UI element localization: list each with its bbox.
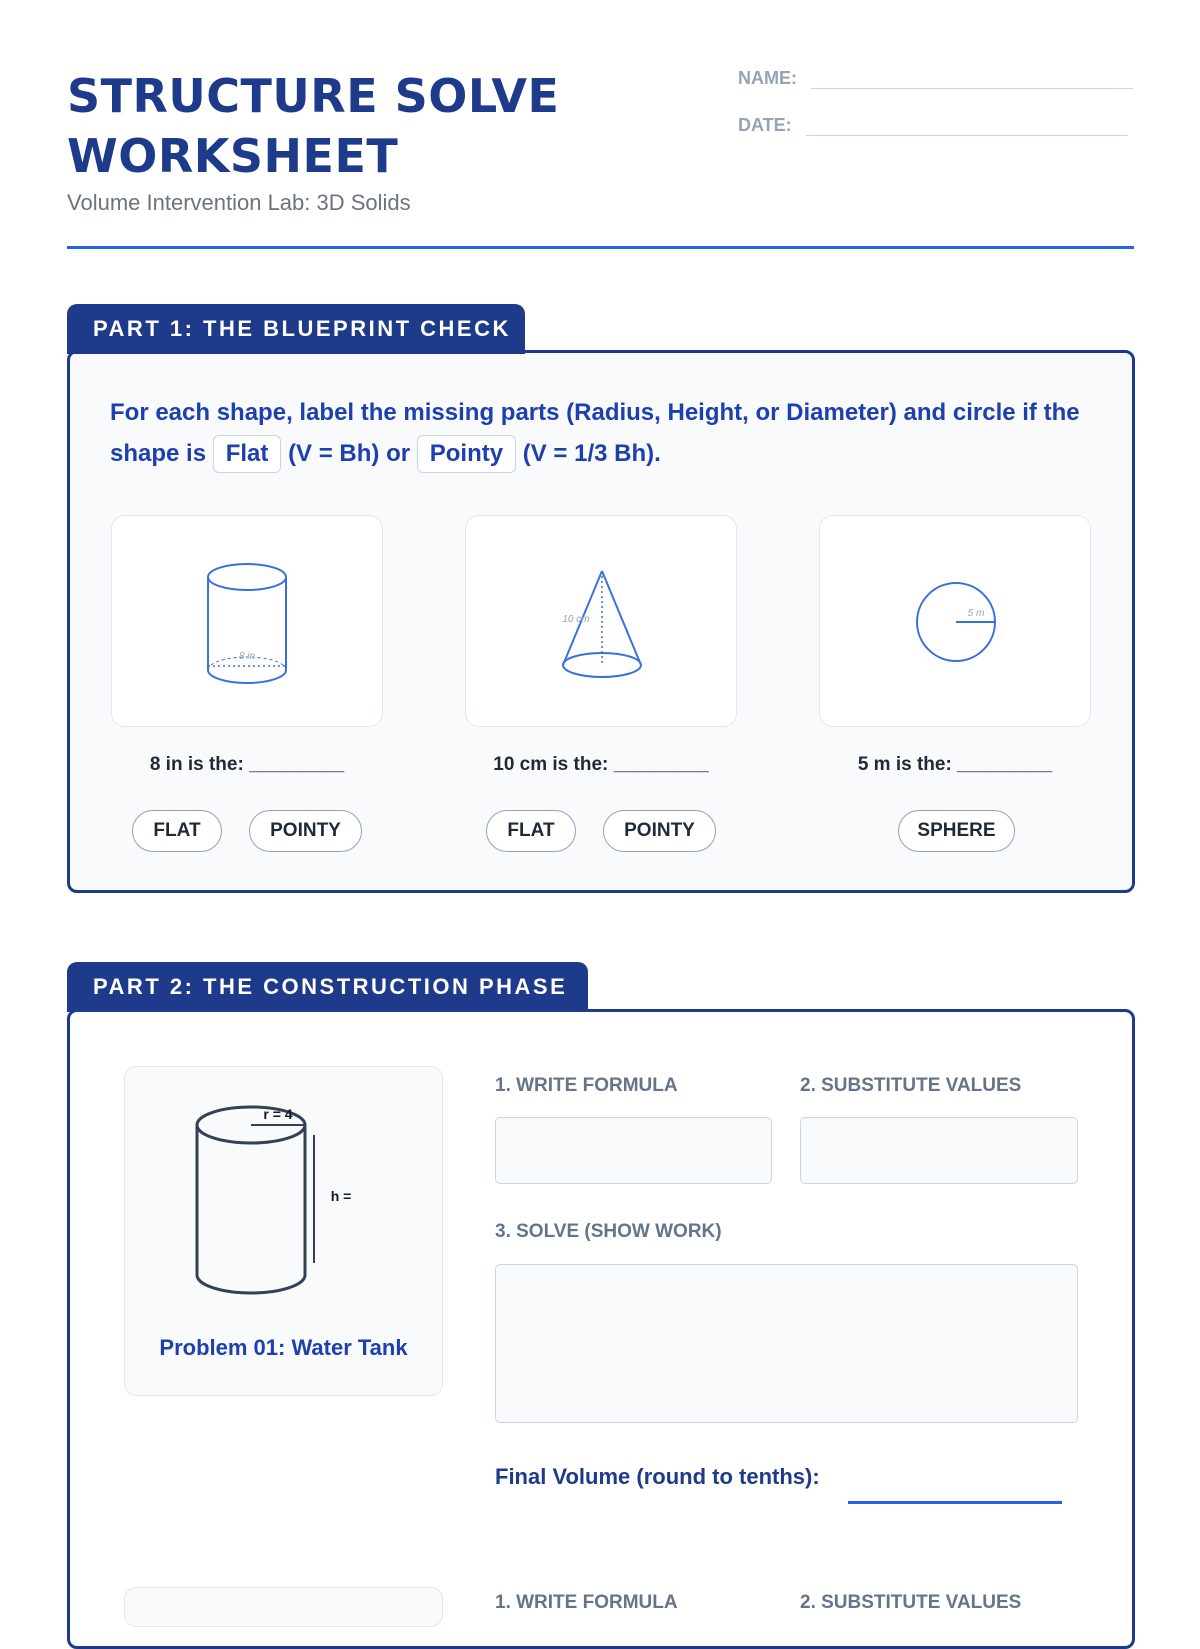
- date-field[interactable]: [806, 113, 1128, 136]
- cylinder-diagram: [112, 516, 384, 728]
- shape3-caption: 5 m is the: _________: [857, 754, 1053, 775]
- header-divider: [67, 246, 1134, 249]
- problem1-card: [124, 1066, 443, 1396]
- shape3-sphere-option[interactable]: SPHERE: [898, 810, 1015, 852]
- worksheet-subtitle: Volume Intervention Lab: 3D Solids: [67, 190, 411, 215]
- shape1-flat-option[interactable]: FLAT: [132, 810, 222, 852]
- solve-work-area[interactable]: [495, 1264, 1078, 1423]
- sphere-diagram: [820, 516, 1092, 728]
- final-volume-answer-line[interactable]: [848, 1501, 1062, 1504]
- cone-dim-label: 10 cm: [562, 614, 590, 625]
- sphere-dim-label: 5 m: [967, 608, 985, 619]
- formula-input[interactable]: [495, 1117, 772, 1184]
- shape2-pointy-option[interactable]: POINTY: [603, 810, 716, 852]
- problem2-step1-label: 1. WRITE FORMULA: [495, 1592, 678, 1613]
- flat-formula: (V = Bh) or: [288, 440, 411, 467]
- shape2-caption: 10 cm is the: _________: [493, 754, 709, 775]
- worksheet-title: STRUCTURE SOLVE WORKSHEET: [67, 69, 560, 183]
- radius-label: r = 4: [263, 1106, 293, 1122]
- pointy-formula: (V = 1/3 Bh).: [522, 440, 661, 467]
- name-row: [738, 66, 1133, 89]
- cone-diagram: [466, 516, 738, 728]
- problem1-title: Problem 01: Water Tank: [159, 1335, 408, 1360]
- part1-tab: PART 1: THE BLUEPRINT CHECK: [67, 304, 525, 354]
- cylinder-dim-label: 8 in: [238, 651, 256, 662]
- shape1-caption: 8 in is the: _________: [149, 754, 345, 775]
- shape-card-sphere: [819, 515, 1091, 727]
- part1-instructions: [110, 392, 1110, 474]
- date-row: [738, 113, 1128, 136]
- shape-card-cone: [465, 515, 737, 727]
- problem2-card: [124, 1587, 443, 1627]
- name-label: NAME:: [738, 68, 797, 88]
- shape2-flat-option[interactable]: FLAT: [486, 810, 576, 852]
- pointy-chip: Pointy: [417, 435, 516, 473]
- water-tank-diagram: [125, 1067, 444, 1307]
- part2-tab: PART 2: THE CONSTRUCTION PHASE: [67, 962, 588, 1012]
- step1-label: 1. WRITE FORMULA: [495, 1075, 678, 1096]
- final-volume-label: Final Volume (round to tenths):: [495, 1464, 820, 1489]
- shape1-pointy-option[interactable]: POINTY: [249, 810, 362, 852]
- height-label: h =: [330, 1188, 352, 1204]
- shape-card-cylinder: [111, 515, 383, 727]
- step2-label: 2. SUBSTITUTE VALUES: [800, 1075, 1022, 1096]
- name-field[interactable]: [811, 66, 1133, 89]
- flat-chip: Flat: [213, 435, 282, 473]
- problem2-step2-label: 2. SUBSTITUTE VALUES: [800, 1592, 1022, 1613]
- substitute-input[interactable]: [800, 1117, 1078, 1184]
- date-label: DATE:: [738, 115, 792, 135]
- instruction-text: For each shape, label the missing parts (Radius, Height, or Diameter) and circle if the shape is: [110, 399, 1080, 467]
- step3-label: 3. SOLVE (SHOW WORK): [495, 1221, 722, 1242]
